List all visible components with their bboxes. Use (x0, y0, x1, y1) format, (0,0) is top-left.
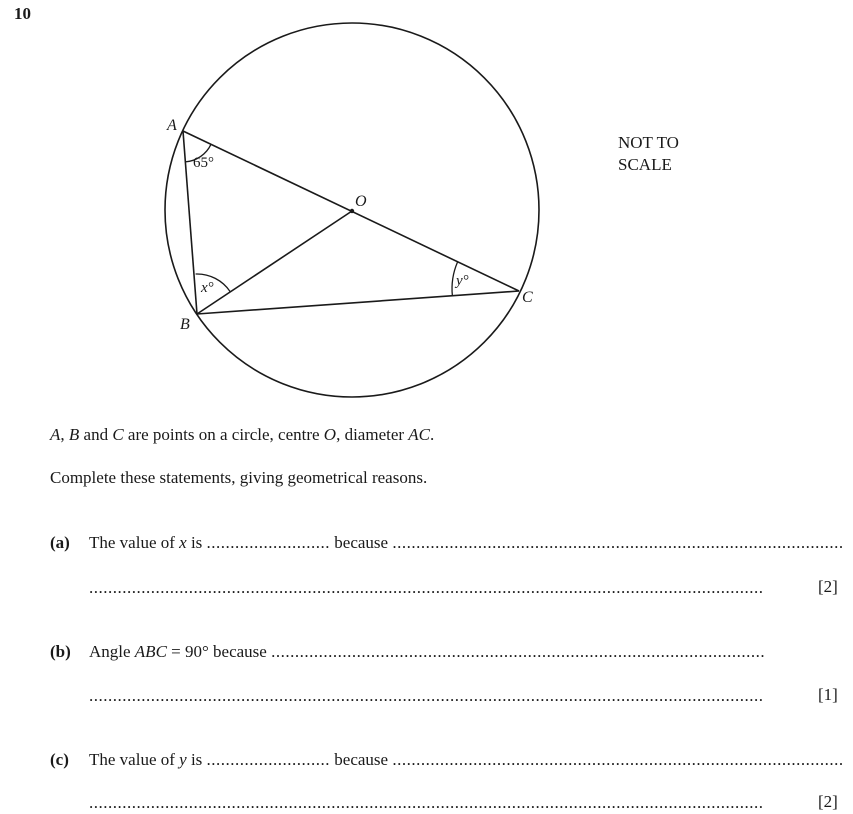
answer-line[interactable]: .............................................................................................................................................. (89, 578, 764, 597)
text: is (186, 750, 207, 769)
part-statement (89, 533, 844, 553)
answer-blank[interactable]: .......................... (206, 533, 331, 552)
text: . (430, 425, 435, 444)
chord-bc (197, 291, 519, 314)
variable: ABC (134, 642, 167, 661)
centre-o: O (323, 425, 337, 444)
part-statement (89, 642, 765, 662)
text: The value of (89, 750, 180, 769)
angle-y-label: y° (456, 273, 469, 289)
label-c: C (522, 289, 533, 306)
reason-blank[interactable]: ............................................................................................... (392, 533, 844, 552)
text: = 90° because (166, 642, 272, 661)
part-label: (b) (50, 642, 71, 661)
text: , diameter (336, 425, 409, 444)
point-a: A (50, 425, 61, 444)
question-number: 10 (14, 4, 31, 23)
diameter-ac-text: AC (408, 425, 431, 444)
not-to-scale-note (618, 132, 679, 176)
text: and (79, 425, 113, 444)
scale-note-line: NOT TO (618, 133, 679, 152)
radius-ob (197, 211, 352, 314)
intro-statement (50, 425, 434, 445)
text: The value of (89, 533, 180, 552)
text: because (330, 750, 393, 769)
answer-line[interactable]: .............................................................................................................................................. (89, 686, 764, 705)
marks-c: [2] (818, 792, 838, 811)
angle-x-label: x° (201, 280, 214, 296)
text: because (330, 533, 393, 552)
label-o: O (355, 193, 367, 210)
marks-b: [1] (818, 685, 838, 704)
reason-blank[interactable]: ........................................................................................................ (271, 642, 766, 661)
variable: y (179, 750, 187, 769)
answer-blank[interactable]: .......................... (206, 750, 331, 769)
variable: x (179, 533, 187, 552)
answer-line[interactable]: .............................................................................................................................................. (89, 793, 764, 812)
text: , (60, 425, 69, 444)
point-c: C (112, 425, 124, 444)
marks-a: [2] (818, 577, 838, 596)
part-label: (c) (50, 750, 69, 769)
text: Angle (89, 642, 135, 661)
text: is (186, 533, 207, 552)
label-b: B (180, 316, 190, 333)
reason-blank[interactable]: ............................................................................................... (392, 750, 844, 769)
centre-point (350, 209, 354, 213)
part-statement (89, 750, 844, 770)
angle-a-label: 65° (193, 155, 214, 171)
instruction: Complete these statements, giving geometrical reasons. (50, 468, 428, 487)
scale-note-line: SCALE (618, 155, 672, 174)
part-label: (a) (50, 533, 70, 552)
point-b: B (68, 425, 80, 444)
text: are points on a circle, centre (123, 425, 324, 444)
label-a: A (167, 117, 177, 134)
